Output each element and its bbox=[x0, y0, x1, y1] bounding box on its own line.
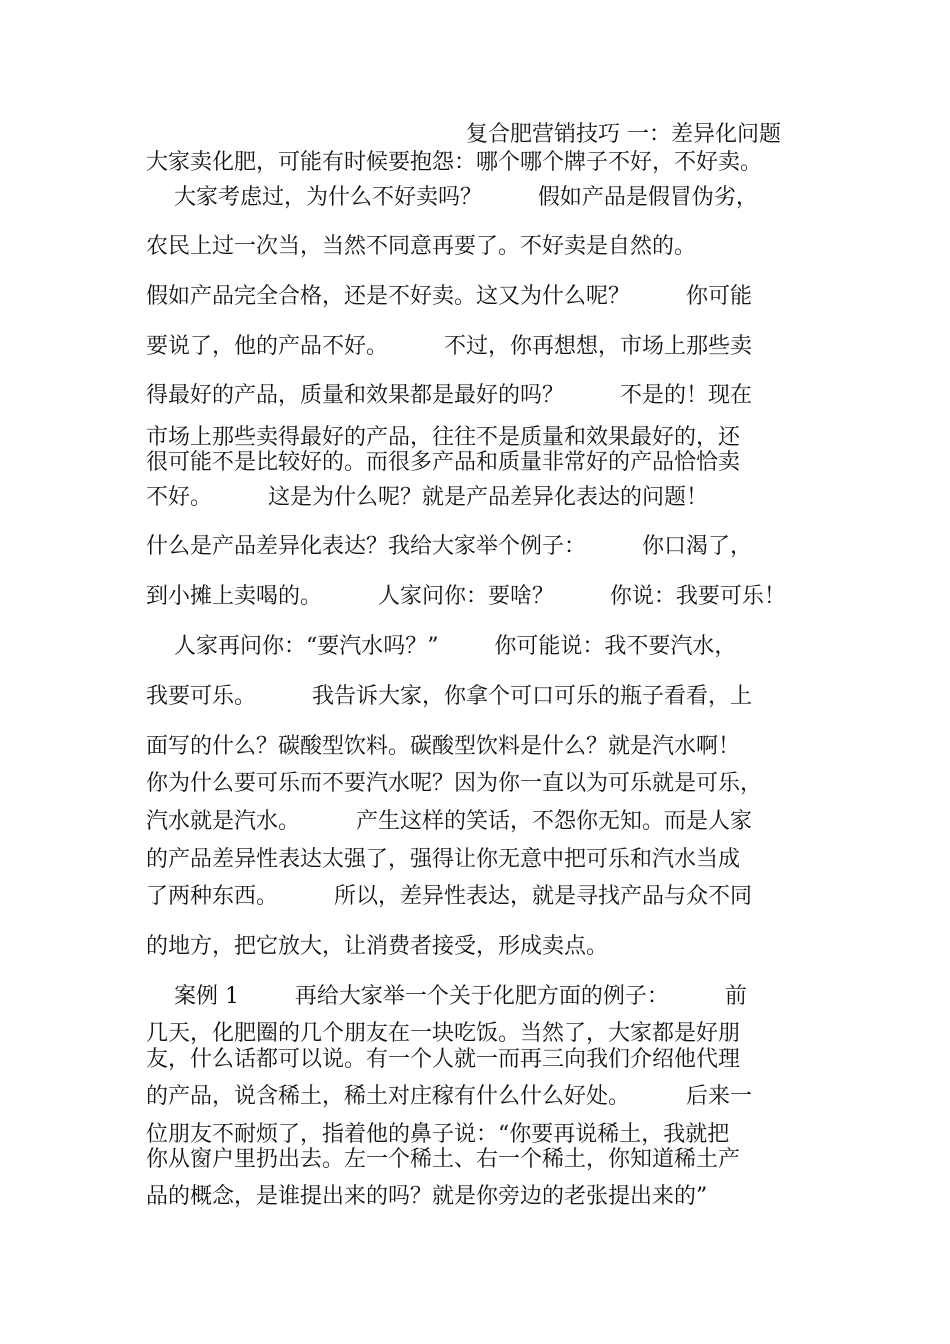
text-line: 的产品，说含稀土，稀土对庄稼有什么什么好处。 后来一 bbox=[146, 1084, 752, 1109]
text-line: 要说了，他的产品不好。 不过，你再想想，市场上那些卖 bbox=[146, 334, 752, 359]
text-line: 很可能不是比较好的。而很多产品和质量非常好的产品恰恰卖 bbox=[146, 450, 741, 475]
text-line: 得最好的产品，质量和效果都是最好的吗？ 不是的！现在 bbox=[146, 383, 752, 408]
text-line: 大家卖化肥，可能有时候要抱怨：哪个哪个牌子不好，不好卖。 bbox=[146, 150, 763, 175]
text-line: 面写的什么？碳酸型饮料。碳酸型饮料是什么？就是汽水啊！ bbox=[146, 734, 741, 759]
text-line: 什么是产品差异化表达？我给大家举个例子： 你口渴了， bbox=[146, 534, 752, 559]
text-line: 品的概念，是谁提出来的吗？就是你旁边的老张提出来的” bbox=[146, 1184, 708, 1209]
text-line: 汽水就是汽水。 产生这样的笑话，不怨你无知。而是人家 bbox=[146, 809, 752, 834]
text-line: 不好。 这是为什么呢？就是产品差异化表达的问题！ bbox=[146, 485, 708, 510]
text-line: 人家再问你：“要汽水吗？” 你可能说：我不要汽水， bbox=[146, 634, 737, 659]
text-line: 大家考虑过，为什么不好卖吗？ 假如产品是假冒伪劣， bbox=[146, 185, 758, 210]
document-title: 复合肥营销技巧 一：差异化问题 bbox=[466, 122, 781, 147]
text-line: 的地方，把它放大，让消费者接受，形成卖点。 bbox=[146, 934, 609, 959]
text-line: 案例 1 再给大家举一个关于化肥方面的例子： 前 bbox=[146, 984, 747, 1009]
text-line: 位朋友不耐烦了，指着他的鼻子说：“你要再说稀土，我就把 bbox=[146, 1122, 730, 1147]
text-line: 我要可乐。 我告诉大家，你拿个可口可乐的瓶子看看，上 bbox=[146, 684, 752, 709]
text-line: 假如产品完全合格，还是不好卖。这又为什么呢？ 你可能 bbox=[146, 284, 752, 309]
text-line: 友，什么话都可以说。有一个人就一而再三向我们介绍他代理 bbox=[146, 1047, 741, 1072]
text-line: 你从窗户里扔出去。左一个稀土、右一个稀土，你知道稀土产 bbox=[146, 1147, 741, 1172]
text-line: 你为什么要可乐而不要汽水呢？因为你一直以为可乐就是可乐， bbox=[146, 771, 763, 796]
text-line: 几天，化肥圈的几个朋友在一块吃饭。当然了，大家都是好朋 bbox=[146, 1021, 741, 1046]
text-line: 市场上那些卖得最好的产品，往往不是质量和效果最好的，还 bbox=[146, 425, 741, 450]
text-line: 的产品差异性表达太强了，强得让你无意中把可乐和汽水当成 bbox=[146, 847, 741, 872]
text-line: 了两种东西。 所以，差异性表达，就是寻找产品与众不同 bbox=[146, 884, 752, 909]
text-line: 到小摊上卖喝的。 人家问你：要啥？ 你说：我要可乐！ bbox=[146, 584, 786, 609]
text-line: 农民上过一次当，当然不同意再要了。不好卖是自然的。 bbox=[146, 234, 697, 259]
